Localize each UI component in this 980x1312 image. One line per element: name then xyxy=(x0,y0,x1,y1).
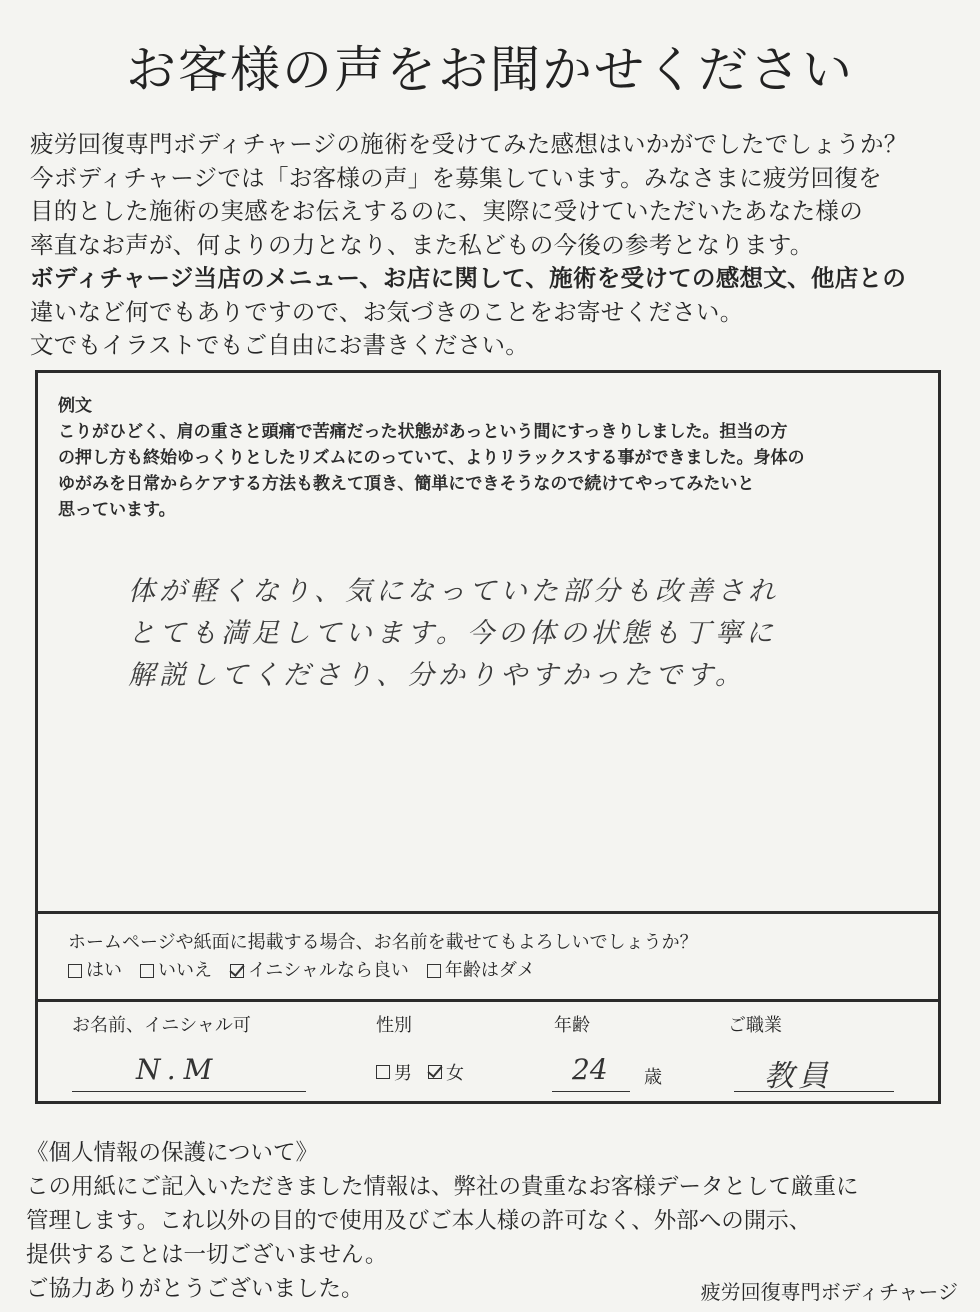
intro-line: 今ボディチャージでは「お客様の声」を募集しています。みなさまに疲労回復を xyxy=(30,163,882,192)
feedback-form xyxy=(35,370,941,1104)
age-label: 年齢 xyxy=(554,1015,590,1036)
privacy-line: 管理します。これ以外の目的で使用及びご本人様の許可なく、外部への開示、 xyxy=(26,1208,812,1234)
example-line: こりがひどく、肩の重さと頭痛で苦痛だった状態があっという間にすっきりしました。担当の方 xyxy=(58,422,788,442)
intro-line: 目的とした施術の実感をお伝えするのに、実際に受けていただいたあなた様の xyxy=(30,197,863,225)
privacy-line: 提供することは一切ございません。 xyxy=(26,1242,388,1268)
gender-label: 性別 xyxy=(376,1015,412,1036)
example-line: ゆがみを日常からケアする方法も教えて頂き、簡単にできそうなので続けてやってみたいと xyxy=(58,474,755,494)
intro-text xyxy=(30,128,960,363)
checkbox-no[interactable] xyxy=(140,964,154,978)
example-line: 思っています。 xyxy=(58,500,176,520)
option-yes[interactable] xyxy=(68,957,122,985)
comment-line: 体が軽くなり、気になっていた部分も改善され xyxy=(128,576,779,607)
privacy-heading: 《個人情報の保護について》 xyxy=(26,1140,319,1166)
name-label: お名前、イニシャル可 xyxy=(72,1015,251,1036)
option-male[interactable] xyxy=(376,1059,412,1085)
option-label: 女 xyxy=(446,1063,464,1084)
privacy-line: この用紙にご記入いただきました情報は、弊社の貴重なお客様データとして厳重に xyxy=(26,1174,859,1200)
checkbox-yes[interactable] xyxy=(68,964,82,978)
comment-field[interactable] xyxy=(128,571,888,697)
option-label: 男 xyxy=(394,1063,412,1084)
option-label: いいえ xyxy=(158,960,212,981)
intro-line: 疲労回復専門ボディチャージの施術を受けてみた感想はいかがでしたでしょうか？ xyxy=(30,130,908,158)
consent-question: ホームページや紙面に掲載する場合、お名前を載せてもよろしいでしょうか？ xyxy=(68,932,698,953)
age-underline xyxy=(552,1091,630,1092)
consent-options xyxy=(68,957,918,985)
name-underline xyxy=(72,1091,306,1092)
checkbox-no-age[interactable] xyxy=(427,964,441,978)
option-no-age[interactable] xyxy=(427,957,535,985)
checkbox-female[interactable] xyxy=(428,1065,442,1079)
consent-section xyxy=(68,929,918,985)
checkbox-male[interactable] xyxy=(376,1065,390,1079)
gender-options xyxy=(376,1059,464,1085)
option-no[interactable] xyxy=(140,957,212,985)
option-female[interactable] xyxy=(428,1059,464,1085)
name-value[interactable]: N.M xyxy=(136,1053,221,1086)
occupation-label: ご職業 xyxy=(728,1015,782,1036)
divider xyxy=(38,999,938,1002)
intro-line: 文でもイラストでもご自由にお書きください。 xyxy=(30,331,530,359)
age-unit: 歳 xyxy=(644,1067,662,1088)
privacy-line: ご協力ありがとうございました。 xyxy=(26,1276,364,1302)
option-initials[interactable] xyxy=(230,957,409,985)
intro-line: ボディチャージ当店のメニュー、お店に関して、施術を受けての感想文、他店との xyxy=(30,264,907,292)
checkbox-initials[interactable] xyxy=(230,964,244,978)
comment-line: 解説してくださり、分かりやすかったです。 xyxy=(128,660,746,691)
example-heading: 例文 xyxy=(58,396,92,416)
occupation-underline xyxy=(734,1091,894,1092)
option-label: 年齢はダメ xyxy=(444,960,535,981)
example-text xyxy=(58,393,938,523)
age-value[interactable]: 24 xyxy=(572,1053,608,1086)
page-title: お客様の声をお聞かせください xyxy=(126,41,854,99)
comment-line: とても満足しています。今の体の状態も丁寧に xyxy=(128,618,777,649)
intro-line: 違いなど何でもありですので、お気づきのことをお寄せください。 xyxy=(30,297,744,326)
footer-brand: 疲労回復専門ボディチャージ xyxy=(700,1280,958,1304)
divider xyxy=(38,911,938,914)
intro-line: 率直なお声が、何よりの力となり、また私どもの今後の参考となります。 xyxy=(30,230,814,259)
occupation-value[interactable]: 教員 xyxy=(764,1059,832,1094)
option-label: イニシャルなら良い xyxy=(248,960,409,981)
example-line: の押し方も終始ゆっくりとしたリズムにのっていて、よりリラックスする事ができました。身体の xyxy=(58,448,805,468)
option-label: はい xyxy=(86,960,122,981)
